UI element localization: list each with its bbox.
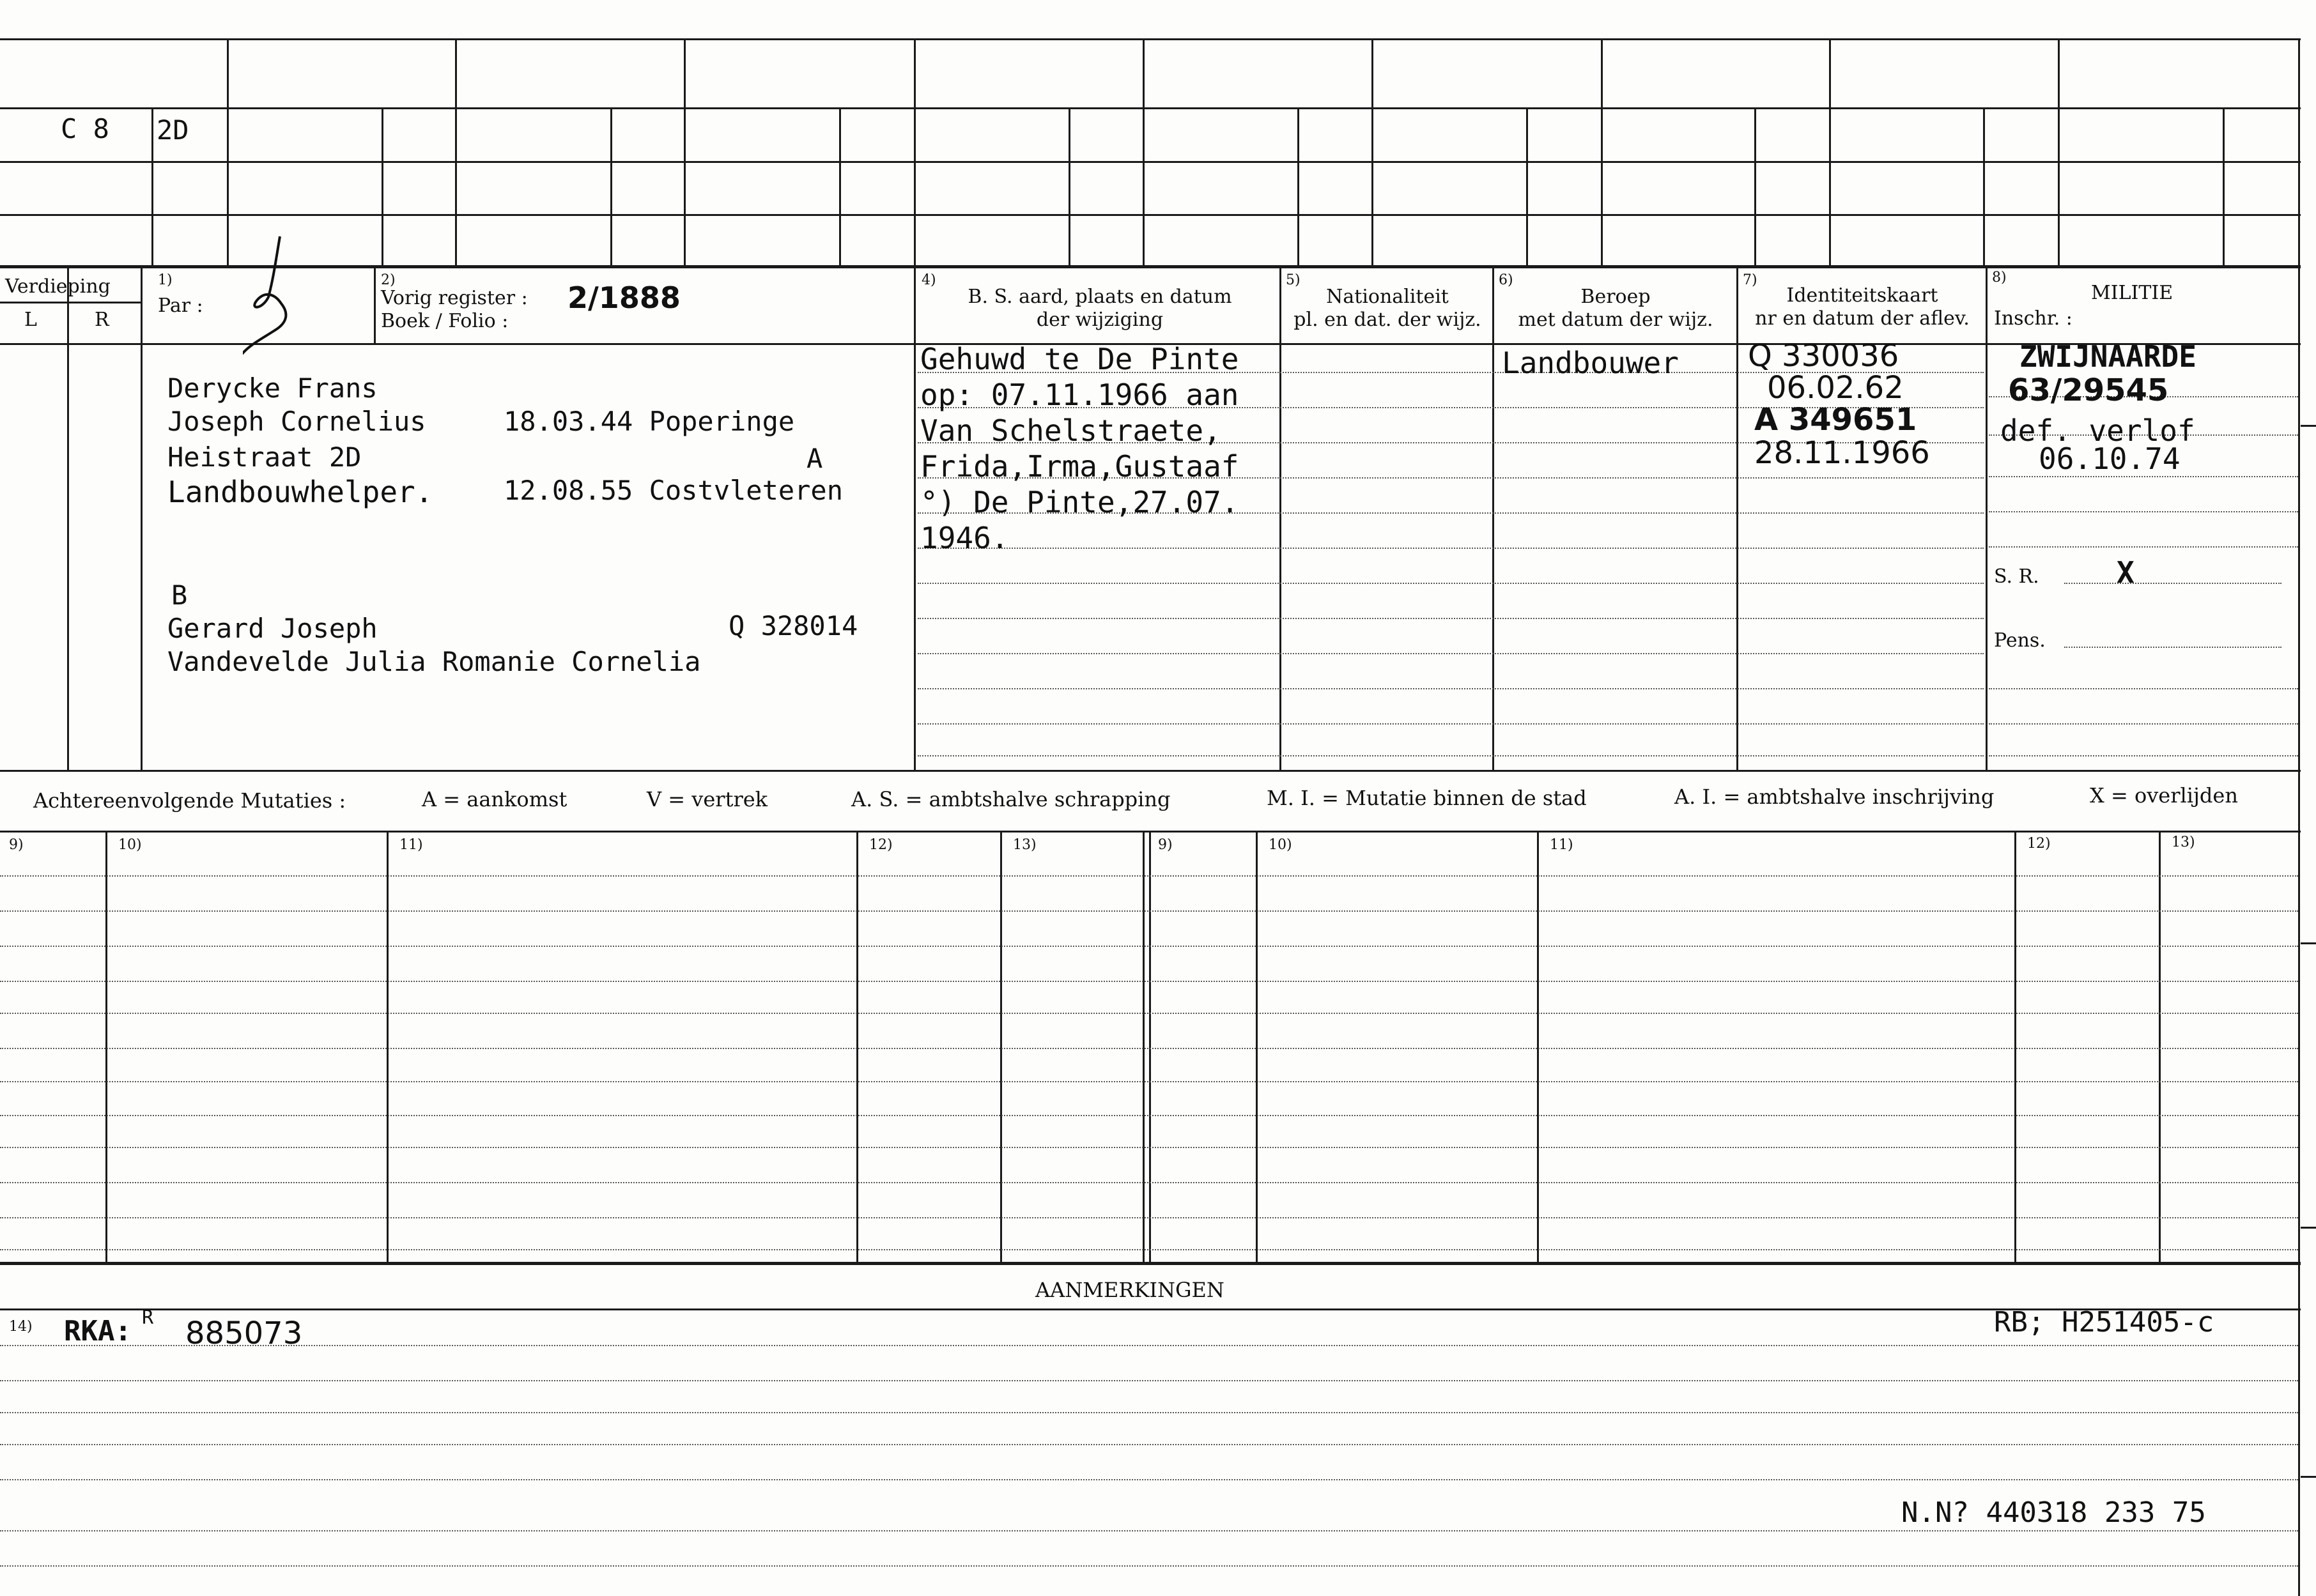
mutation-dotted-row <box>0 910 2298 912</box>
national-number: N.N? 440318 233 75 <box>1901 1496 2206 1529</box>
sr-label: S. R. <box>1994 565 2039 588</box>
mutation-dotted-row <box>0 946 2298 947</box>
vorig-register-label: Vorig register : <box>381 287 528 309</box>
dotted-row <box>918 688 1984 689</box>
mut-col-10: 10) <box>118 837 142 853</box>
edge-tick <box>2301 1476 2316 1478</box>
remarks-dotted-row <box>0 1380 2298 1381</box>
legend-inschrijving: A. I. = ambtshalve inschrijving <box>1674 785 1995 809</box>
top-border-line <box>0 38 2301 40</box>
top-cell-house: 2D <box>157 114 189 146</box>
column-line <box>1492 267 1494 772</box>
person-address: Heistraat 2D <box>167 441 362 473</box>
edge-tick <box>2301 942 2316 944</box>
remarks-number: 14) <box>9 1319 33 1335</box>
dotted-row <box>918 755 1984 756</box>
rka-value: 885073 <box>185 1316 303 1351</box>
verdieping-L-label: L <box>24 309 37 331</box>
dotted-row <box>1989 755 2298 756</box>
dotted-row <box>1989 723 2298 725</box>
grid-line <box>610 107 612 267</box>
mutation-dotted-row <box>0 1182 2298 1183</box>
bs-line: Frida,Irma,Gustaaf <box>920 449 1239 484</box>
row-line <box>0 107 2301 109</box>
column-line <box>1279 267 1281 772</box>
col6-number: 6) <box>1499 272 1513 288</box>
id-card-2: A 349651 <box>1754 402 1917 438</box>
bs-line: 1946. <box>920 521 1009 555</box>
grid-line <box>2058 38 2060 267</box>
legend-vertrek: V = vertrek <box>647 787 768 811</box>
par-label: Par : <box>158 295 203 317</box>
row-line <box>0 214 2301 216</box>
militie-label: MILITIE <box>2091 282 2173 304</box>
col7-header-line1: Identiteitskaart <box>1786 284 1938 307</box>
mutation-dotted-row <box>0 1115 2298 1116</box>
legend-mutatie: M. I. = Mutatie binnen de stad <box>1267 786 1587 810</box>
mutation-dotted-row <box>0 1081 2298 1082</box>
mutation-dotted-row <box>0 875 2298 877</box>
mut-col-12: 12) <box>869 837 893 853</box>
verdieping-split-line <box>67 267 69 772</box>
dotted-row <box>1989 511 2298 512</box>
mutation-dotted-row <box>0 981 2298 982</box>
militie-date: 06.10.74 <box>2039 441 2181 476</box>
dotted-row <box>918 618 1984 619</box>
boek-folio-label: Boek / Folio : <box>381 310 509 332</box>
sr-mark: X <box>2117 555 2135 590</box>
mut-col-12b: 12) <box>2027 836 2051 852</box>
edge-tick <box>2301 1227 2316 1229</box>
header-top-line <box>0 265 2301 268</box>
right-border-line <box>2298 38 2300 1596</box>
militie-place: ZWIJNAARDE <box>2019 339 2196 374</box>
grid-line <box>1601 38 1603 267</box>
mut-col-11b: 11) <box>1550 837 1573 853</box>
grid-line <box>455 38 457 267</box>
col4-header-line1: B. S. aard, plaats en datum <box>968 286 1232 308</box>
id-card-1: Q 330036 <box>1748 338 1899 374</box>
id-card-2-date: 28.11.1966 <box>1754 435 1930 471</box>
remarks-dotted-row <box>0 1530 2298 1531</box>
grid-line <box>1069 107 1070 267</box>
row-line <box>0 161 2301 163</box>
person-parent-id: Q 328014 <box>729 610 858 641</box>
pens-label: Pens. <box>1994 629 2046 652</box>
col4-header-line2: der wijziging <box>1036 309 1164 331</box>
col6-header-line1: Beroep <box>1580 286 1651 308</box>
grid-line <box>1526 107 1528 267</box>
bs-line: Gehuwd te De Pinte <box>920 342 1239 376</box>
remarks-dotted-row <box>0 1345 2298 1346</box>
militie-status: def. verlof <box>2000 413 2195 448</box>
remarks-dotted-row <box>0 1444 2298 1445</box>
legend-schrapping: A. S. = ambtshalve schrapping <box>851 787 1171 811</box>
militie-number: 63/29545 <box>2008 372 2169 408</box>
col2-number: 2) <box>381 272 396 288</box>
person-job-date: 12.08.55 Costvleteren <box>504 475 844 506</box>
mut-col-9b: 9) <box>1158 837 1173 853</box>
vorig-register-value: 2/1888 <box>567 280 681 315</box>
bs-line: Van Schelstraete, <box>920 413 1221 448</box>
dotted-row <box>1989 546 2298 548</box>
remarks-line <box>0 1308 2301 1310</box>
pens-dotted-line <box>2064 647 2281 648</box>
mut-col-13: 13) <box>1013 837 1037 853</box>
grid-line <box>1829 38 1831 267</box>
column-line <box>1986 267 1988 772</box>
verdieping-label: Verdieping <box>5 275 111 298</box>
grid-line <box>1983 107 1985 267</box>
mutation-dotted-row <box>0 1048 2298 1049</box>
mutation-dotted-row <box>0 1147 2298 1148</box>
verdieping-R-label: R <box>95 309 109 331</box>
grid-line <box>839 107 841 267</box>
mutation-legend-title: Achtereenvolgende Mutaties : <box>33 788 346 813</box>
remarks-dotted-row <box>0 1565 2298 1567</box>
column-line <box>1736 267 1738 772</box>
person-parent-name: Gerard Joseph <box>167 613 378 644</box>
person-birth: 18.03.44 Poperinge <box>504 406 795 437</box>
main-bottom-line <box>0 770 2301 772</box>
col1-number: 1) <box>158 272 173 288</box>
rb-reference: RB; H251405-c <box>1994 1306 2214 1339</box>
legend-overlijden: X = overlijden <box>2090 783 2238 808</box>
remarks-dotted-row <box>0 1412 2298 1413</box>
col5-header-line2: pl. en dat. der wijz. <box>1293 309 1481 331</box>
rka-superscript: R <box>142 1307 154 1329</box>
person-job: Landbouwhelper. <box>167 475 433 509</box>
person-mother-name: Vandevelde Julia Romanie Cornelia <box>167 646 701 677</box>
beroep-value: Landbouwer <box>1502 346 1679 380</box>
person-name: Derycke Frans <box>167 372 378 404</box>
dotted-row <box>918 723 1984 725</box>
inschr-label: Inschr. : <box>1994 307 2073 330</box>
rka-label: RKA: <box>64 1315 132 1347</box>
col4-number: 4) <box>922 272 936 288</box>
sr-dotted-line <box>2064 583 2281 584</box>
legend-aankomst: A = aankomst <box>422 787 567 811</box>
grid-line <box>684 38 686 267</box>
grid-line <box>1371 38 1373 267</box>
grid-line <box>914 38 916 267</box>
grid-line <box>151 107 153 267</box>
header-split-line <box>374 267 376 344</box>
person-b-mark: B <box>171 579 188 611</box>
mut-col-13b: 13) <box>2172 834 2195 850</box>
grid-line <box>1754 107 1756 267</box>
col8-number: 8) <box>1992 270 2007 286</box>
top-cell-code: C 8 <box>61 113 109 144</box>
column-line <box>914 267 916 772</box>
grid-line <box>382 107 383 267</box>
bs-changes <box>920 341 1239 556</box>
dotted-row <box>918 583 1984 584</box>
person-address-mark: A <box>807 443 823 474</box>
grid-line <box>1143 38 1145 267</box>
grid-line <box>227 38 229 267</box>
mut-col-9: 9) <box>9 837 24 853</box>
edge-tick <box>2301 425 2316 427</box>
verdieping-sub-line <box>0 302 141 303</box>
col5-number: 5) <box>1286 272 1301 288</box>
dotted-row <box>918 653 1984 654</box>
col7-header-line2: nr en datum der aflev. <box>1755 307 1970 330</box>
id-card-1-date: 06.02.62 <box>1767 370 1904 406</box>
col6-header-line2: met datum der wijz. <box>1518 309 1713 331</box>
grid-line <box>1297 107 1299 267</box>
verdieping-right-line <box>141 267 143 772</box>
mutation-dotted-row <box>0 1217 2298 1218</box>
mut-col-11: 11) <box>399 837 423 853</box>
mutation-dotted-row <box>0 1249 2298 1250</box>
remarks-title: AANMERKINGEN <box>1035 1278 1224 1302</box>
col7-number: 7) <box>1743 272 1757 288</box>
remarks-dotted-row <box>0 1479 2298 1480</box>
mutation-dotted-row <box>0 1013 2298 1014</box>
grid-line <box>2223 107 2225 267</box>
bs-line: op: 07.11.1966 aan <box>920 378 1239 412</box>
person-first-names: Joseph Cornelius <box>167 406 426 437</box>
mut-col-10b: 10) <box>1269 837 1292 853</box>
col5-header-line1: Nationaliteit <box>1326 286 1449 308</box>
dotted-row <box>1989 688 2298 689</box>
bs-line: °) De Pinte,27.07. <box>920 485 1239 519</box>
